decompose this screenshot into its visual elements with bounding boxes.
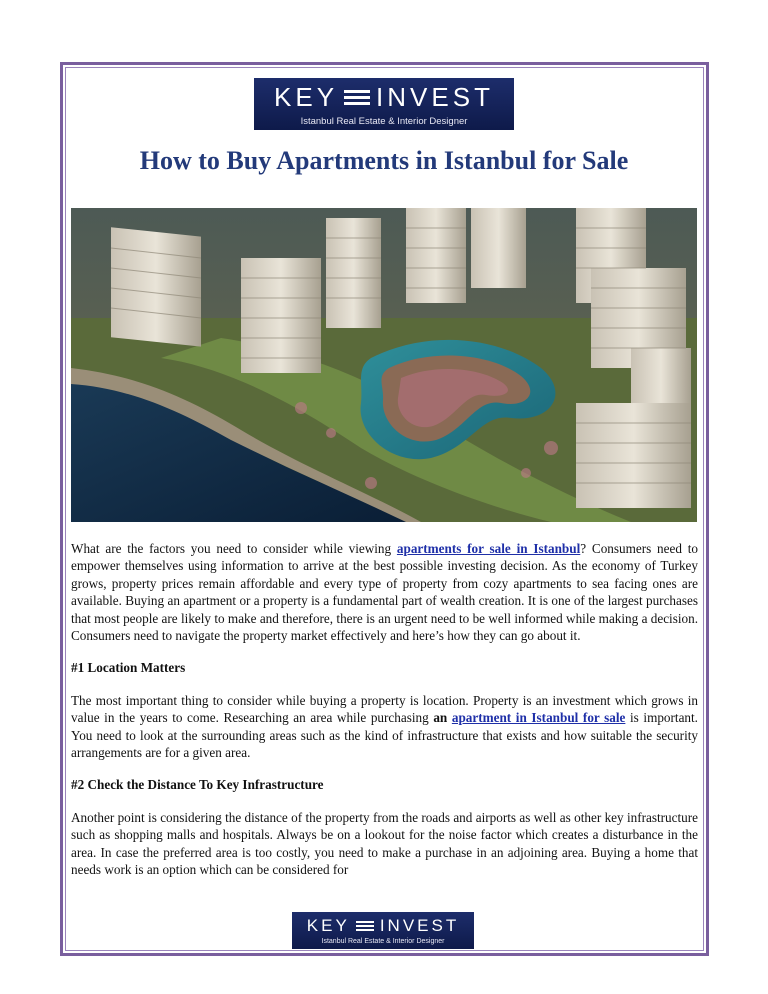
footer-logo-tagline: Istanbul Real Estate & Interior Designer [321,938,445,945]
section1-paragraph [71,692,698,762]
section2-paragraph: Another point is considering the distance of the property from the roads and airports as well as other key infrastructure such as shopping malls and hospitals. Always be on a lookout for the noise factor which creates a disturbance in the area. In case the preferred area is too costly, you need to make a purchase in an adjoining area. Buying a home that needs work is an option which can be considered for [71,809,698,878]
logo-key-text: KEY [274,81,339,112]
footer-logo-bars-icon [356,921,374,931]
keyinvest-logo [254,78,514,130]
section1-bold-text: an [433,710,452,726]
keyinvest-footer-logo [292,912,474,949]
apartments-for-sale-link[interactable]: apartments for sale in Istanbul [396,541,581,556]
apartments-aerial-photo [71,208,697,522]
intro-text-rest: ? Consumers need to empower themselves using information to arrive at the best possible investing decision. As the economy of Turkey grows, property prices remain affordable and every type of property from cozy apartments to sea facing ones are available. Buying an apartment or a property is a fundamental part of wealth creation. It is one of the largest purchases that most people are likely to make and therefore, there is an urgent need to be well informed while making a decision. Consumers need to navigate the property market effectively and here’s how they can go about it. [71,541,698,644]
footer-logo-invest-text: INVEST [379,916,460,935]
page-title: How to Buy Apartments in Istanbul for Sale [139,146,629,175]
section2-heading: #2 Check the Distance To Key Infrastructure [71,777,324,793]
footer-logo-key-text: KEY [306,916,350,935]
section1-text-rest: is important. You need to look at the surrounding areas such as the kind of infrastructure that exists and how suitable the security arrangements are for a given area. [71,710,698,761]
article-body [71,540,698,894]
section1-text-start: The most important thing to consider while buying a property is location. Property is an investment which grows in value in the years to come. Researching an area while purchasing [71,692,698,726]
section1-heading: #1 Location Matters [71,660,186,676]
logo-bars-icon [344,90,370,105]
apartment-in-istanbul-link[interactable]: apartment in Istanbul for sale [451,710,626,726]
intro-paragraph [71,540,698,644]
logo-invest-text: INVEST [376,81,494,112]
logo-tagline: Istanbul Real Estate & Interior Designer [300,115,468,127]
intro-text-start: What are the factors you need to consider while viewing [71,541,397,556]
